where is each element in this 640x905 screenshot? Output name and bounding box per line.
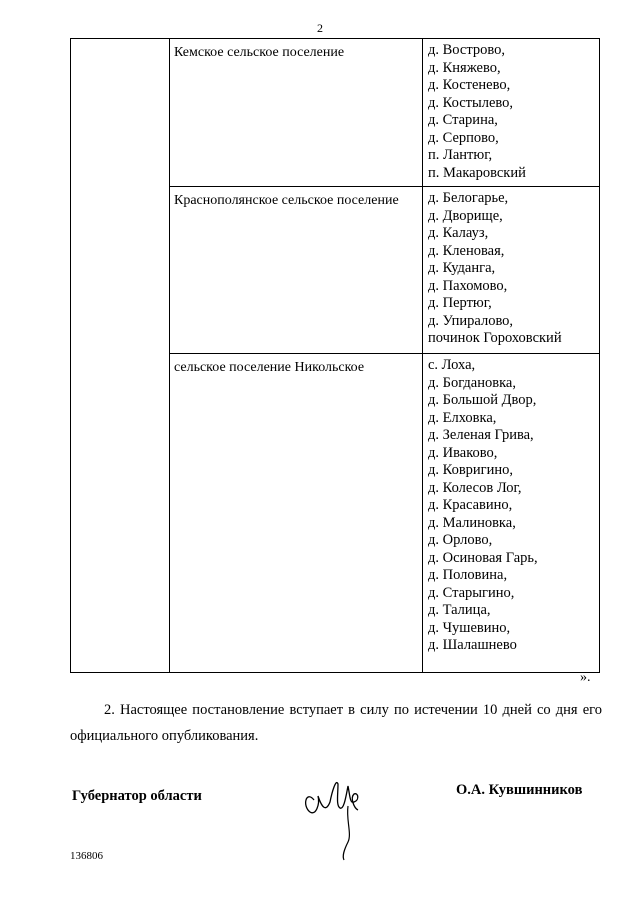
table-row (71, 39, 600, 187)
village-item: д. Пахомово, (428, 277, 508, 294)
closing-quote: ». (580, 670, 591, 685)
settlement-name: сельское поселение Никольское (170, 354, 423, 673)
settlement-name: Кемское сельское поселение (170, 39, 423, 187)
village-item: д. Богдановка, (428, 374, 516, 391)
village-item: д. Осиновая Гарь, (428, 549, 538, 566)
village-item: д. Княжево, (428, 59, 501, 76)
village-item: д. Вострово, (428, 42, 505, 58)
village-item: д. Старыгино, (428, 584, 515, 601)
village-list (423, 39, 600, 187)
village-item: д. Большой Двор, (428, 392, 537, 408)
village-item: д. Елховка, (428, 409, 497, 426)
village-item: д. Колесов Лог, (428, 479, 522, 496)
village-item: д. Красавино, (428, 497, 513, 513)
village-item: д. Иваково, (428, 444, 498, 461)
village-item: с. Лоха, (428, 357, 476, 373)
handwritten-signature (300, 770, 370, 865)
village-list (423, 187, 600, 354)
village-item: д. Орлово, (428, 532, 493, 548)
village-item: д. Упиралово, (428, 312, 514, 329)
village-item: д. Ковригино, (428, 462, 514, 478)
signatory-title: Губернатор области (72, 788, 202, 804)
settlement-name: Краснополянское сельское поселение (170, 187, 423, 354)
village-item: д. Чушевино, (428, 619, 511, 636)
village-item: д. Старина, (428, 112, 498, 128)
village-item: д. Малиновка, (428, 514, 516, 531)
village-item: д. Куданга, (428, 260, 496, 276)
village-item: д. Дворище, (428, 207, 503, 224)
document-code: 136806 (70, 850, 103, 862)
signatory-name: О.А. Кувшинников (456, 782, 583, 798)
village-item: починок Гороховский (428, 330, 562, 346)
village-item: д. Шалашнево (428, 637, 517, 653)
village-item: п. Лантюг, (428, 147, 493, 163)
village-item: д. Белогарье, (428, 190, 509, 206)
village-item: п. Макаровский (428, 164, 526, 181)
village-item: д. Серпово, (428, 129, 499, 146)
effective-date-paragraph: 2. Настоящее постановление вступает в силу по истечении 10 дней со дня его официального опубликования. (70, 702, 602, 744)
village-item: д. Костылево, (428, 94, 513, 111)
village-item: д. Пертюг, (428, 295, 492, 311)
page-number: 2 (317, 21, 323, 35)
village-item: д. Калауз, (428, 225, 489, 241)
village-item: д. Костенево, (428, 77, 511, 93)
empty-cell (71, 39, 170, 673)
village-item: д. Зеленая Грива, (428, 427, 534, 443)
village-item: д. Кленовая, (428, 242, 505, 259)
village-item: д. Половина, (428, 567, 508, 583)
village-item: д. Талица, (428, 602, 491, 618)
village-list (423, 354, 600, 673)
settlements-table (70, 38, 600, 673)
